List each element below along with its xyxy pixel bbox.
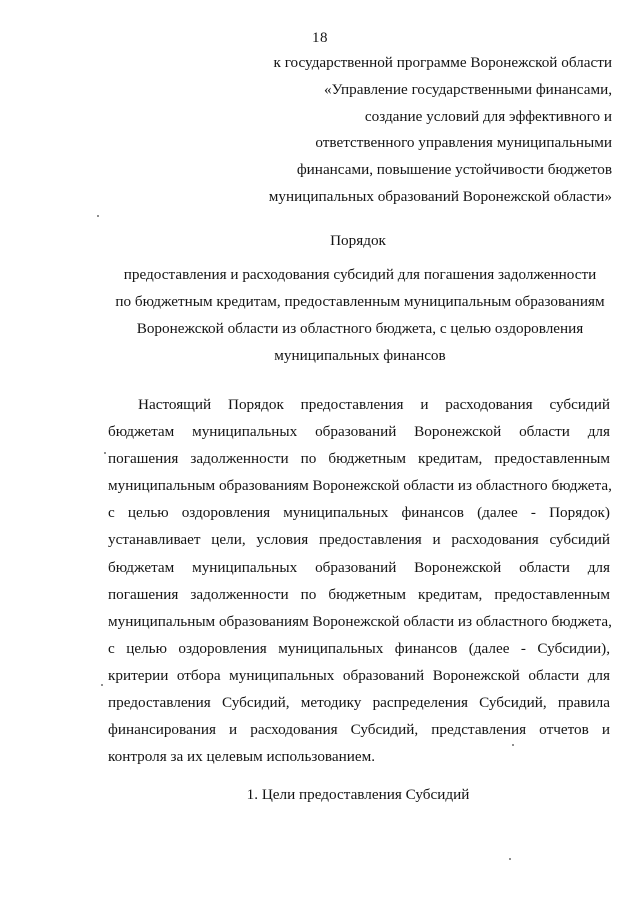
body-line: погашения задолженности по бюджетным кредитам, предоставленным [108,450,610,468]
body-line: с целью оздоровления муниципальных финансов (далее - Субсидии), [108,639,610,657]
subtitle-line: Воронежской области из областного бюджета, с целью оздоровления [136,320,584,337]
scan-speck [104,452,106,454]
body-line: бюджетам муниципальных образований Воронежской области для [108,423,610,441]
header-line: ответственного управления муниципальными [315,134,612,152]
body-line: погашения задолженности по бюджетным кредитам, предоставленным [108,585,610,603]
body-line: с целью оздоровления муниципальных финансов (далее - Порядок) [108,504,610,522]
scan-speck [97,215,99,217]
header-line: создание условий для эффективного и [364,107,612,125]
page-number: 18 [312,30,328,46]
body-line: критерии отбора муниципальных образований Воронежской области для [108,666,610,684]
body-line: муниципальным образованиям Воронежской области из областного бюджета, [108,477,612,495]
body-paragraph [108,391,610,770]
document-subtitle [100,261,620,369]
body-line: бюджетам муниципальных образований Воронежской области для [108,558,610,576]
body-line: устанавливает цели, условия предоставления и расходования субсидий [108,531,610,549]
body-line: Настоящий Порядок предоставления и расходования субсидий [138,396,610,413]
scan-speck [512,744,514,746]
section-heading: 1. Цели предоставления Субсидий [246,786,470,803]
header-line: «Управление государственными финансами, [324,80,612,98]
subtitle-line: муниципальных финансов [274,347,446,364]
header-line: к государственной программе Воронежской области [273,54,612,71]
document-title: Порядок [330,232,386,249]
body-line: контроля за их целевым использованием. [108,748,376,766]
body-line: муниципальным образованиям Воронежской области из областного бюджета, [108,612,612,630]
program-reference-header [192,50,612,211]
body-line: предоставления Субсидий, методику распределения Субсидий, правила [108,694,610,712]
header-line: муниципальных образований Воронежской области» [268,187,612,205]
subtitle-line: по бюджетным кредитам, предоставленным муниципальным образованиям [115,293,605,310]
header-line: финансами, повышение устойчивости бюджетов [296,161,612,179]
scan-speck [509,858,511,860]
subtitle-line: предоставления и расходования субсидий для погашения задолженности [123,266,597,283]
scan-speck [101,684,103,686]
body-line: финансирования и расходования Субсидий, представления отчетов и [108,721,610,739]
